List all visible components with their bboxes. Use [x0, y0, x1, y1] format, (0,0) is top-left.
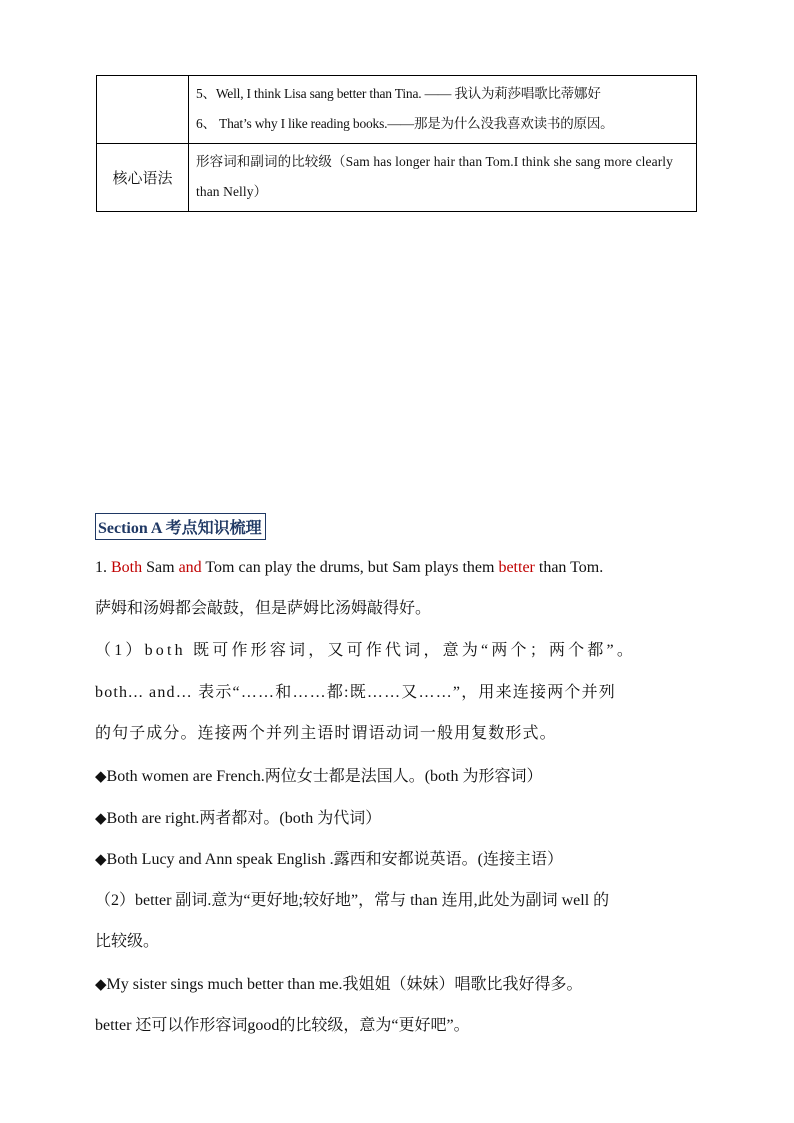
sentence-text: Tom can play the drums, but Sam plays them: [201, 559, 499, 576]
note-1-line-1: （1）both 既可作形容词，又可作代词，意为“两个；两个都”。: [95, 642, 637, 659]
item-1-translation: 萨姆和汤姆都会敲鼓，但是萨姆比汤姆敲得好。: [95, 600, 432, 617]
example-2: [95, 808, 700, 829]
table-row-content: [189, 76, 697, 144]
note-2-line-2: 比较级。: [95, 933, 160, 950]
note-1-line-3: 的句子成分。连接两个并列主语时谓语动词一般用复数形式。: [95, 725, 557, 742]
example-4: [95, 974, 700, 995]
table-row-label: [97, 76, 189, 144]
sentence-text: than Tom.: [534, 559, 604, 576]
core-grammar-label: 核心语法: [97, 144, 189, 212]
sentence-5: 5、Well, I think Lisa sang better than Tina. —— 我认为莉莎唱歌比蒂娜好: [196, 86, 601, 101]
item-number: 1.: [95, 559, 111, 576]
core-grammar-content: [189, 144, 697, 212]
diamond-bullet-icon: ◆: [95, 975, 107, 993]
item-1-sentence: [95, 558, 700, 578]
keyword-better: better: [498, 559, 535, 576]
example-text: Both are right.两者都对。(both 为代词）: [106, 810, 382, 827]
note-3-line-1: better 还可以作形容词good的比较级，意为“更好吧”。: [95, 1017, 470, 1034]
note-1-line-2: both... and… 表示“……和……都:既……又……”，用来连接两个并列: [95, 684, 616, 701]
core-grammar-text: 形容词和副词的比较级（Sam has longer hair than Tom.I think she sang more clearly than Nelly）: [196, 154, 673, 199]
example-text: My sister sings much better than me.我姐姐（妹妹）唱歌比我好得多。: [106, 976, 583, 993]
diamond-bullet-icon: ◆: [95, 767, 107, 785]
diamond-bullet-icon: ◆: [95, 809, 107, 827]
keyword-and: and: [178, 559, 202, 576]
summary-table: [96, 75, 697, 212]
example-text: Both Lucy and Ann speak English .露西和安都说英语。(连接主语）: [106, 851, 563, 868]
example-text: Both women are French.两位女士都是法国人。(both 为形容词）: [106, 768, 543, 785]
example-1: [95, 766, 700, 787]
section-heading: Section A 考点知识梳理: [95, 513, 266, 540]
example-3: [95, 849, 700, 870]
diamond-bullet-icon: ◆: [95, 850, 107, 868]
sentence-text: Sam: [142, 559, 179, 576]
keyword-both: Both: [111, 559, 143, 576]
table-row: [97, 76, 697, 144]
table-row: [97, 144, 697, 212]
note-2-line-1: （2）better 副词.意为“更好地;较好地”，常与 than 连用,此处为副词 well 的: [95, 892, 610, 909]
sentence-6: 6、 That’s why I like reading books.——那是为什么没我喜欢读书的原因。: [196, 116, 614, 131]
